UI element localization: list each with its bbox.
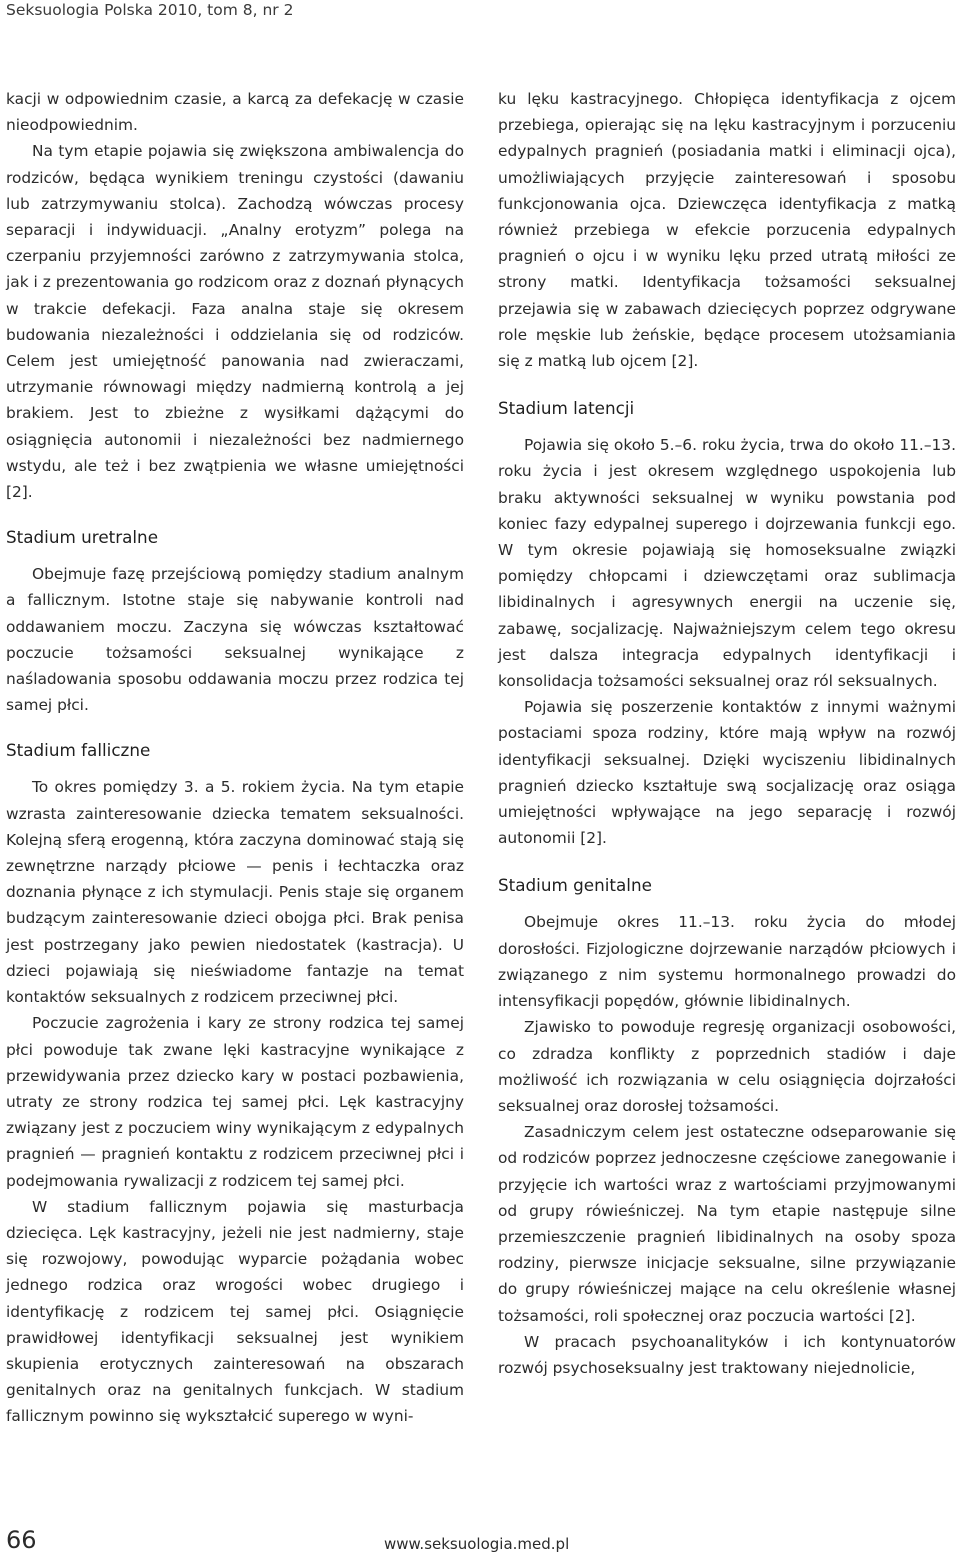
section-heading-falliczne: Stadium falliczne [6,740,151,761]
section-heading-latencji: Stadium latencji [498,398,635,419]
running-head: Seksuologia Polska 2010, tom 8, nr 2 [6,1,294,19]
left-column [6,86,464,1430]
footer-url[interactable]: www.seksuologia.med.pl [384,1535,570,1553]
paragraph: Na tym etapie pojawia się zwiększona ambiwalencja do rodziców, będąca wynikiem treningu czystości (dawaniu lub zatrzymywaniu stolca). Zachodzą wówczas procesy separacji i indywiduacji. „Analny erotyzm” polega na czerpaniu przyjemności zarówno z zatrzymywania stolca, jak i z prezentowania go rodzicom oraz z doznań płynących w trakcie defekacji. Faza analna staje się okresem budowania niezależności i oddzielania się od rodziców. Celem jest umiejętność panowania nad zwieraczami, utrzymanie równowagi między nadmierną kontrolą a jej brakiem. Jest to zbieżne z wysiłkami dążącymi do osiągnięcia autonomii i niezależności bez nadmiernego wstydu, ale też i bez zwątpienia we własne umiejętności [2]. [6,142,464,502]
paragraph: Pojawia się poszerzenie kontaktów z innymi ważnymi postaciami spoza rodziny, które mają wpływ na rozwój identyfikacji seksualnej. Dzięki wyciszeniu libidinalnych pragnień dziecko kształtuje swą socjalizację oraz osiąga umiejętności wpływające na jego separację i rozwój autonomii [2]. [498,698,956,848]
paragraph: ku lęku kastracyjnego. Chłopięca identyfikacja z ojcem przebiega, opierając się na lęku kastracyjnym i porzuceniu edypalnych pragnień (posiadania matki i eliminacji ojca), umożliwiających przyjęcie zainteresowań i sposobu funkcjonowania ojca. Dziewczęca identyfikacja z matką również przebiega w efekcie porzucenia edypalnych pragnień o ojcu i w wyniku lęku przed utratą miłości ze strony matki. Identyfikacja tożsamości seksualnej przejawia się w zabawach dziecięcych poprzez odgrywane role męskie lub żeńskie, będące procesem utożsamiania się z matką lub ojcem [2]. [498,90,956,371]
paragraph: Zjawisko to powoduje regresję organizacji osobowości, co zdradza konflikty z poprzednich stadiów i daje możliwość ich rozwiązania w celu osiągnięcia dojrzałości seksualnej oraz dorosłej tożsamości. [498,1018,956,1115]
paragraph: kacji w odpowiednim czasie, a karcą za defekację w czasie nieodpowiednim. [6,90,464,135]
paragraph: W stadium fallicznym pojawia się masturbacja dziecięca. Lęk kastracyjny, jeżeli nie jest nadmierny, staje się rozwojowy, powodując wyparcie pożądania wobec jednego rodzica oraz wrogości wobec drugiego i identyfikację z rodzicem tej samej płci. Osiągnięcie prawidłowej identyfikacji seksualnej jest wynikiem skupienia erotycznych zainteresowań na obszarach genitalnych oraz na genitalnych funkcjach. W stadium fallicznym powinno się wykształcić superego w wyni- [6,1197,464,1426]
right-column [498,86,956,1381]
paragraph: Zasadniczym celem jest ostateczne odseparowanie się od rodziców poprzez jednoczesne częściowe zanegowanie i przyjęcie ich wartości wraz z wartościami przyjmowanymi od grupy rówieśniczej. Na tym etapie następuje silne przemieszczenie pragnień libidinalnych na osoby spoza rodziny, pierwsze inicjacje seksualne, silne przywiązanie do grupy rówieśniczej mające na celu określenie własnej tożsamości, roli społecznej oraz poczucia wartości [2]. [498,1123,956,1325]
section-heading-uretralne: Stadium uretralne [6,527,159,548]
paragraph: Poczucie zagrożenia i kary ze strony rodzica tej samej płci powoduje tak zwane lęki kastracyjne wynikające z przewidywania przez dziecko kary w postaci pozbawienia, utraty ze strony rodzica tej samej płci. Lęk kastracyjny związany jest z poczuciem winy wynikającym z edypalnych pragnień — pragnień kontaktu z rodzicem przeciwnej płci i podejmowania rywalizacji z rodzicem tej samej płci. [6,1014,464,1190]
paragraph: To okres pomiędzy 3. a 5. rokiem życia. Na tym etapie wzrasta zainteresowanie dziecka tematem seksualności. Kolejną sferą erogenną, która zaczyna dominować stają się zewnętrzne narządy płciowe — penis i łechtaczka oraz doznania płynące z ich stymulacji. Penis staje się organem budzącym zainteresowanie dzieci obojga płci. Brak penisa jest postrzegany jako pewien niedostatek (kastracja). U dzieci pojawiają się nieświadome fantazje na temat kontaktów seksualnych z rodzicem przeciwnej płci. [6,778,464,1007]
paragraph: Pojawia się około 5.–6. roku życia, trwa do około 11.–13. roku życia i jest okresem względnego uspokojenia lub braku aktywności seksualnej w wyniku powstania pod koniec fazy edypalnej superego i dojrzewania funkcji ego. W tym okresie pojawiają się homoseksualne związki pomiędzy chłopcami i dziewczętami oraz sublimacja libidinalnych i agresywnych energii na uczenie się, zabawę, socjalizację. Najważniejszym celem tego okresu jest dalsza integracja edypalnych identyfikacji i konsolidacja tożsamości seksualnej oraz ról seksualnych. [498,436,956,691]
section-heading-genitalne: Stadium genitalne [498,875,652,896]
paragraph: Obejmuje fazę przejściową pomiędzy stadium analnym a fallicznym. Istotne staje się nabywanie kontroli nad oddawaniem moczu. Zaczyna się wówczas kształtować poczucie tożsamości seksualnej wynikające z naśladowania sposobu oddawania moczu przez rodzica tej samej płci. [6,565,464,715]
paragraph: Obejmuje okres 11.–13. roku życia do młodej dorosłości. Fizjologiczne dojrzewanie narządów płciowych i związanego z nim systemu hormonalnego prowadzi do intensyfikacji popędów, głównie libidinalnych. [498,913,956,1011]
page-number: 66 [6,1526,37,1554]
paragraph: W pracach psychoanalityków i ich kontynuatorów rozwój psychoseksualny jest traktowany niejednolicie, [498,1332,956,1377]
